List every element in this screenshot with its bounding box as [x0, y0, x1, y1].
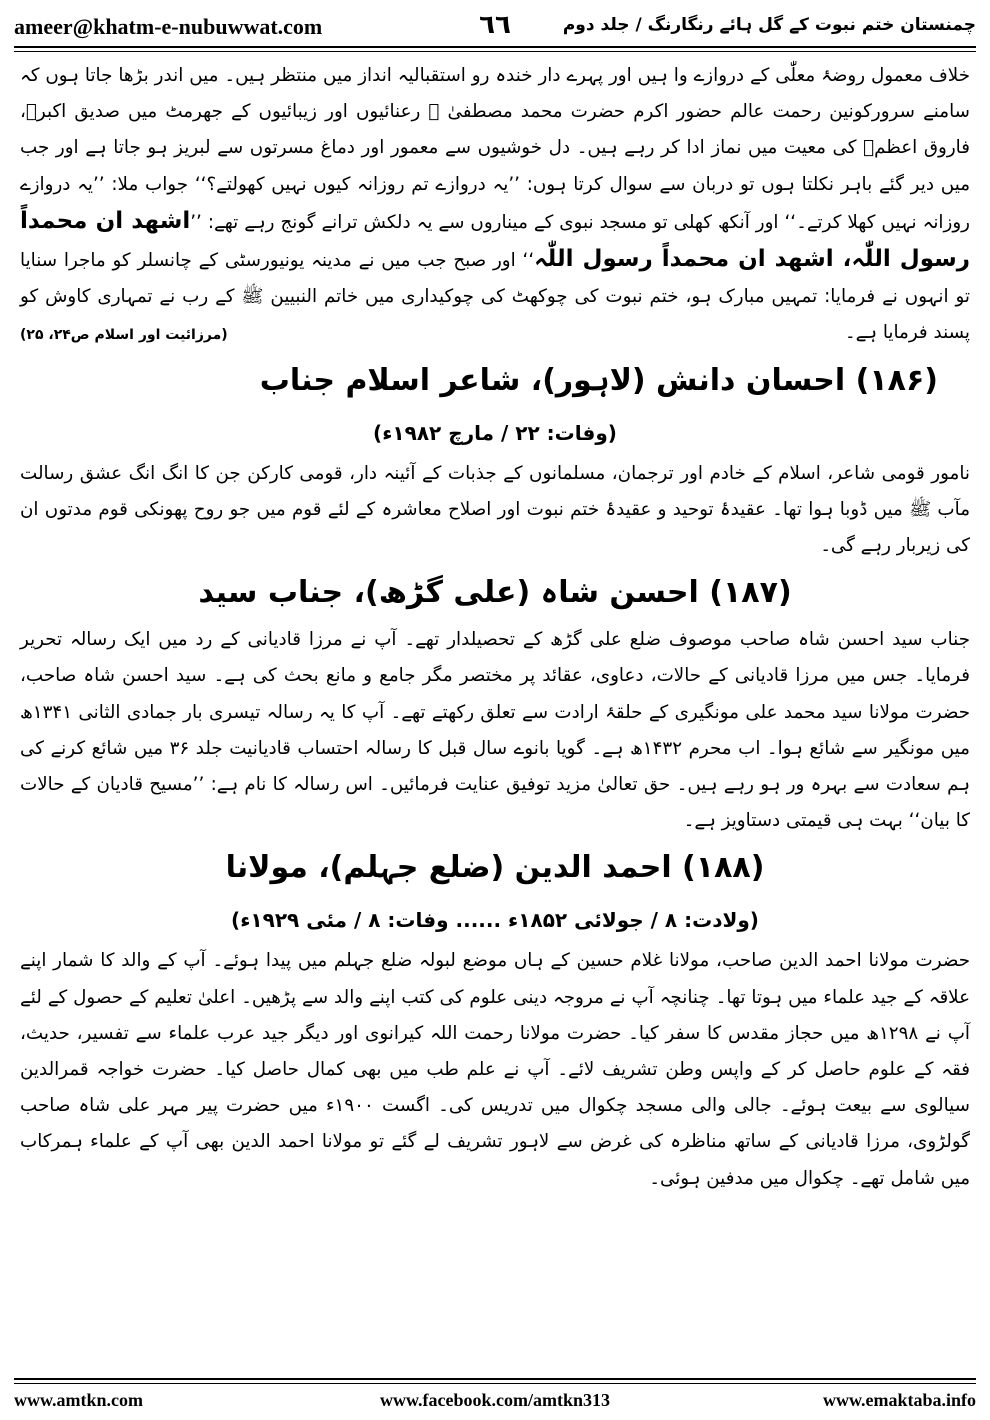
- intro-citation: (مرزائیت اور اسلام ص۲۴، ۲۵): [20, 327, 228, 344]
- page-number: ٦٦: [479, 10, 511, 40]
- section-187-heading: (۱۸۷) احسن شاہ (علی گڑھ)، جناب سید: [198, 575, 792, 611]
- intro-text-1: خلاف معمول روضۂ معلّٰی کے دروازے وا ہیں اور پہرے دار خندہ رو استقبالیہ انداز میں منتظر ہیں۔ میں اندر بڑھا جاتا ہوں کہ سامنے سرورکونین رحمت عالم حضور اکرم حضرت محمد مصطفیٰ ﷺ رعنائیوں اور زیبائیوں کے جھرمٹ میں صدیق اکبرؓ، فاروق اعظمؓ کی معیت میں نماز ادا کر رہے ہیں۔ دل خوشیوں سے معمور اور دماغ مسرتوں سے لبریز ہو جاتا ہے اور جب میں دیر گئے باہر نکلتا ہوں تو دربان سے سوال کرتا ہوں: ’’یہ دروازے تم روزانہ کیوں نہیں کھولتے؟‘‘ جواب ملا: ’’یہ دروازے روزانہ نہیں کھلا کرتے۔‘‘ اور آنکھ کھلی تو مسجد نبوی کے میناروں سے یہ دلکش ترانے گونج رہے تھے: ’’: [20, 65, 970, 233]
- section-186-heading: (۱۸۶) احسان دانش (لاہور)، شاعر اسلام جناب: [259, 362, 938, 398]
- section-186-body: نامور قومی شاعر، اسلام کے خادم اور ترجمان، مسلمانوں کے جذبات کے آئینہ دار، قومی کارکن جن کا انگ انگ عشق رسالت مآب ﷺ میں ڈوبا ہوا تھا۔ عقیدۂ توحید و عقیدۂ ختم نبوت اور اصلاح معاشرہ کے لئے قوم میں جو روح پھونکی قوم مدتوں ان کی زیربار رہے گی۔: [20, 462, 970, 557]
- header-rule-thin: [14, 51, 976, 52]
- book-title: چمنستان ختم نبوت کے گل ہائے رنگارنگ / جلد دوم: [562, 15, 976, 35]
- arabic-kalima: اشھد ان محمداً رسول اللّٰہ، اشھد ان محمداً رسول اللّٰہ: [20, 207, 970, 273]
- page-header: [14, 6, 976, 46]
- page-footer: [14, 1388, 976, 1416]
- section-187-body: جناب سید احسن شاہ صاحب موصوف ضلع علی گڑھ کے تحصیلدار تھے۔ آپ نے مرزا قادیانی کے رد میں ایک رسالہ تحریر فرمایا۔ جس میں مرزا قادیانی کے حالات، دعاوی، عقائد پر مختصر مگر جامع و مانع بحث کی ہے۔ سید احسن شاہ صاحب، حضرت مولانا سید محمد علی مونگیری کے حلقۂ ارادت سے تعلق رکھتے تھے۔ آپ کا یہ رسالہ تیسری بار جمادی الثانی ۱۳۴۱ھ میں مونگیر سے شائع ہوا۔ اب محرم ۱۴۳۲ھ ہے۔ گویا بانوے سال قبل کا رسالہ احتساب قادیانیت جلد ۳۶ میں شائع کرنے کی ہم سعادت سے بہرہ ور ہو رہے ہیں۔ حق تعالیٰ مزید توفیق عنایت فرمائیں۔ اس رسالہ کا نام ہے: ’’مسیح قادیان کے حالات کا بیان‘‘ بہت ہی قیمتی دستاویز ہے۔: [20, 629, 970, 832]
- section-188-body: حضرت مولانا احمد الدین صاحب، مولانا غلام حسین کے ہاں موضع لبولہ ضلع جہلم میں پیدا ہوئے۔ آپ کے والد کا شمار اپنے علاقہ کے جید علماء میں ہوتا تھا۔ چنانچہ آپ نے مروجہ دینی علوم کی کتب اپنے والد سے پڑھیں۔ اعلیٰ تعلیم کے حصول کے لئے آپ نے ۱۲۹۸ھ میں حجاز مقدس کا سفر کیا۔ حضرت مولانا رحمت اللہ کیرانوی اور دیگر جید عرب علماء سے تفسیر، حدیث، فقہ کے علوم حاصل کر کے واپس وطن تشریف لائے۔ آپ نے علم طب میں بھی کمال حاصل کیا۔ حضرت خواجہ قمرالدین سیالوی سے بیعت ہوئے۔ جالی والی مسجد چکوال میں تدریس کی۔ اگست ۱۹۰۰ء میں حضرت پیر مہر علی شاہ صاحب گولڑوی، مرزا قادیانی کے ساتھ مناظرہ کی غرض سے لاہور تشریف لے گئے تو مولانا احمد الدین بھی آپ کے علماء ہمرکاب میں شامل تھے۔ چکوال میں مدفین ہوئی۔: [20, 950, 970, 1189]
- intro-text-2: ‘‘ اور صبح جب میں نے مدینہ یونیورسٹی کے چانسلر کو ماجرا سنایا تو انہوں نے فرمایا: تمہیں مبارک ہو، ختم نبوت کی چوکھٹ کی چوکیداری میں خاتم النبیین ﷺ کے رب نے تمہاری کاوش کو پسند فرمایا ہے۔: [20, 250, 970, 344]
- footer-rule-thin: [14, 1383, 976, 1384]
- footer-link-facebook[interactable]: www.facebook.com/amtkn313: [380, 1390, 610, 1410]
- footer-link-emaktaba[interactable]: www.emaktaba.info: [822, 1390, 976, 1410]
- section-188-heading: (۱۸۸) احمد الدین (ضلع جہلم)، مولانا: [225, 850, 765, 886]
- footer-link-amtkn[interactable]: www.amtkn.com: [14, 1390, 143, 1410]
- section-188-dates: (ولادت: ۸ / جولائی ۱۸۵۲ء ...... وفات: ۸ / مئی ۱۹۲۹ء): [231, 908, 759, 933]
- header-email[interactable]: ameer@khatm-e-nubuwwat.com: [14, 14, 323, 39]
- page-content: [20, 58, 970, 1197]
- section-186-dates: (وفات: ۲۲ / مارچ ۱۹۸۲ء): [373, 420, 617, 445]
- intro-paragraph: [20, 58, 970, 352]
- footer-rule: [14, 1378, 976, 1380]
- header-rule: [14, 46, 976, 48]
